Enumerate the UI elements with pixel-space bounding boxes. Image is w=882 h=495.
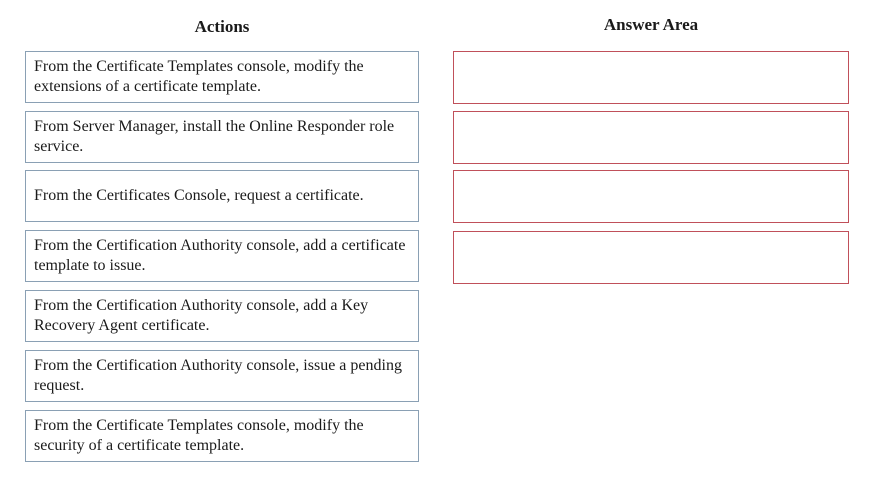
action-item-label: From the Certification Authority console, issue a pending request.	[34, 357, 402, 394]
actions-heading: Actions	[194, 17, 250, 36]
action-item-install-online-responder[interactable]	[25, 111, 419, 163]
action-item-request-certificate[interactable]	[25, 170, 419, 222]
answer-area-heading: Answer Area	[603, 15, 699, 34]
action-item-label: From the Certification Authority console, add a certificate template to issue.	[34, 237, 406, 274]
action-item-label: From the Certificate Templates console, modify the extensions of a certificate template.	[34, 58, 364, 95]
action-item-label: From Server Manager, install the Online Responder role service.	[34, 118, 395, 155]
action-item-modify-security[interactable]	[25, 410, 419, 462]
answer-slot-4[interactable]	[453, 231, 849, 284]
answer-slot-2[interactable]	[453, 111, 849, 164]
action-item-label: From the Certificate Templates console, modify the security of a certificate template.	[34, 417, 364, 454]
action-item-label: From the Certificates Console, request a certificate.	[34, 187, 364, 204]
action-item-modify-extensions[interactable]	[25, 51, 419, 103]
action-item-add-key-recovery-agent[interactable]	[25, 290, 419, 342]
action-item-label: From the Certification Authority console, add a Key Recovery Agent certificate.	[34, 297, 369, 334]
answer-slot-1[interactable]	[453, 51, 849, 104]
action-item-issue-pending-request[interactable]	[25, 350, 419, 402]
action-item-add-template-to-issue[interactable]	[25, 230, 419, 282]
answer-slot-3[interactable]	[453, 170, 849, 223]
